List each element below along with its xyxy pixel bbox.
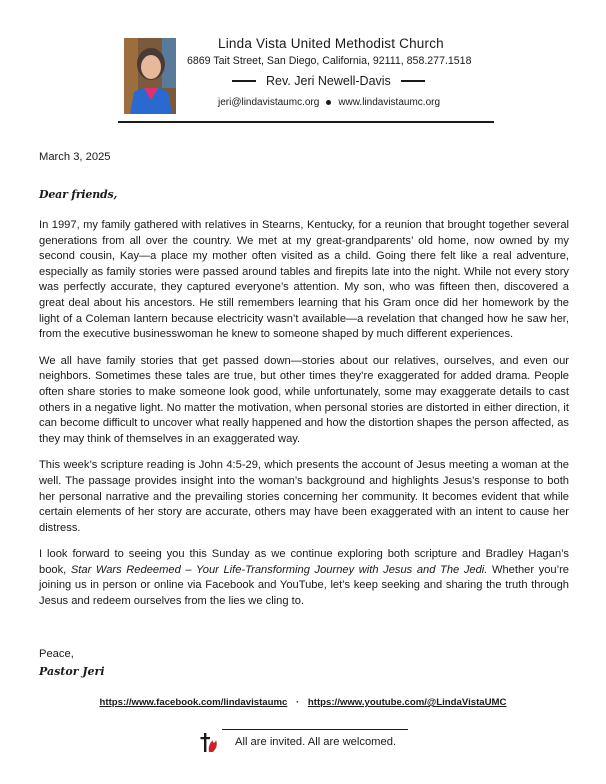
salutation: Dear friends,	[39, 188, 118, 201]
email-link[interactable]: jeri@lindavistaumc.org	[218, 97, 320, 108]
paragraph-text: I look forward to seeing you this Sunday as we continue exploring both scripture and Bradley Hagan’s book,	[39, 548, 569, 576]
tagline: All are invited. All are welcomed.	[235, 736, 397, 748]
divider	[232, 80, 256, 82]
closing: Peace,	[39, 648, 74, 660]
youtube-link[interactable]: https://www.youtube.com/@LindaVistaUMC	[307, 697, 507, 708]
book-title: Star Wars Redeemed – Your Life-Transforming Journey with Jesus and The Jedi.	[70, 563, 488, 576]
cross-and-flame-icon	[200, 731, 218, 753]
bullet-separator	[326, 100, 331, 105]
website-link[interactable]: www.lindavistaumc.org	[338, 97, 441, 108]
church-name: Linda Vista United Methodist Church	[218, 36, 444, 51]
pastor-name: Rev. Jeri Newell-Davis	[266, 74, 391, 88]
letterhead	[118, 34, 494, 124]
paragraph: We all have family stories that get passed down—stories about our relatives, ourselves, and even our neighbors. Sometimes these tales are true, but other times they’re exaggerated for added drama. People often share stories to make someone look good, while unfortunately, some may exaggerate details to cast others in a negative light. No matter the motivation, when personal stories are distorted in either direction, it can become difficult to uncover what really happened and how the distortion shapes the person affected, as they may think of themselves in an exaggerated way.	[39, 354, 569, 445]
social-links	[0, 697, 606, 708]
pastor-row	[232, 73, 425, 89]
letter-body	[39, 218, 569, 621]
paragraph: In 1997, my family gathered with relatives in Stearns, Kentucky, for a reunion that brought together several generations from all over the country. We met at my great-grandparents’ old home, now owned by my second cousin, Kay—a place my mother often visited as a child. Going there felt like a real adventure, especially as family stories were passed around tables and firepits late into the night. While not every story was perfectly accurate, they captured everyone’s attention. My son, who was fifteen then, discovered a great deal about his ancestors. He still remembers learning that his Gram once did her homework by the light of a Coleman lantern because electricity wasn’t available—a revelation that changed how he saw her, from the executive businesswoman he knew to someone shaped by much different experiences.	[39, 219, 569, 341]
church-address: 6869 Tait Street, San Diego, California, 92111, 858.277.1518	[187, 55, 472, 67]
contact-row	[218, 97, 440, 108]
paragraph-final	[39, 547, 569, 609]
letter-date: March 3, 2025	[39, 151, 111, 163]
paragraph: This week’s scripture reading is John 4:5-29, which presents the account of Jesus meeting a woman at the well. The passage provides insight into the woman’s background and highlights Jesus’s response to both her personal narrative and the prevailing stories concerning her community. It becomes evident that while certain elements of her story are accurate, others may have been exaggerated with an intent to cause her distress.	[39, 459, 569, 534]
pastor-photo	[124, 38, 176, 114]
divider	[401, 80, 425, 82]
header-rule	[118, 121, 494, 123]
footer-rule	[222, 729, 408, 730]
signature: Pastor Jeri	[39, 665, 105, 678]
facebook-link[interactable]: https://www.facebook.com/lindavistaumc	[99, 697, 288, 708]
paragraph-text: Whether you’re joining us in person or online via Facebook and YouTube, let’s keep seeking and sharing the truth through Jesus and redeem ourselves from the lies we cling to.	[39, 563, 569, 608]
link-separator: ·	[296, 697, 300, 708]
